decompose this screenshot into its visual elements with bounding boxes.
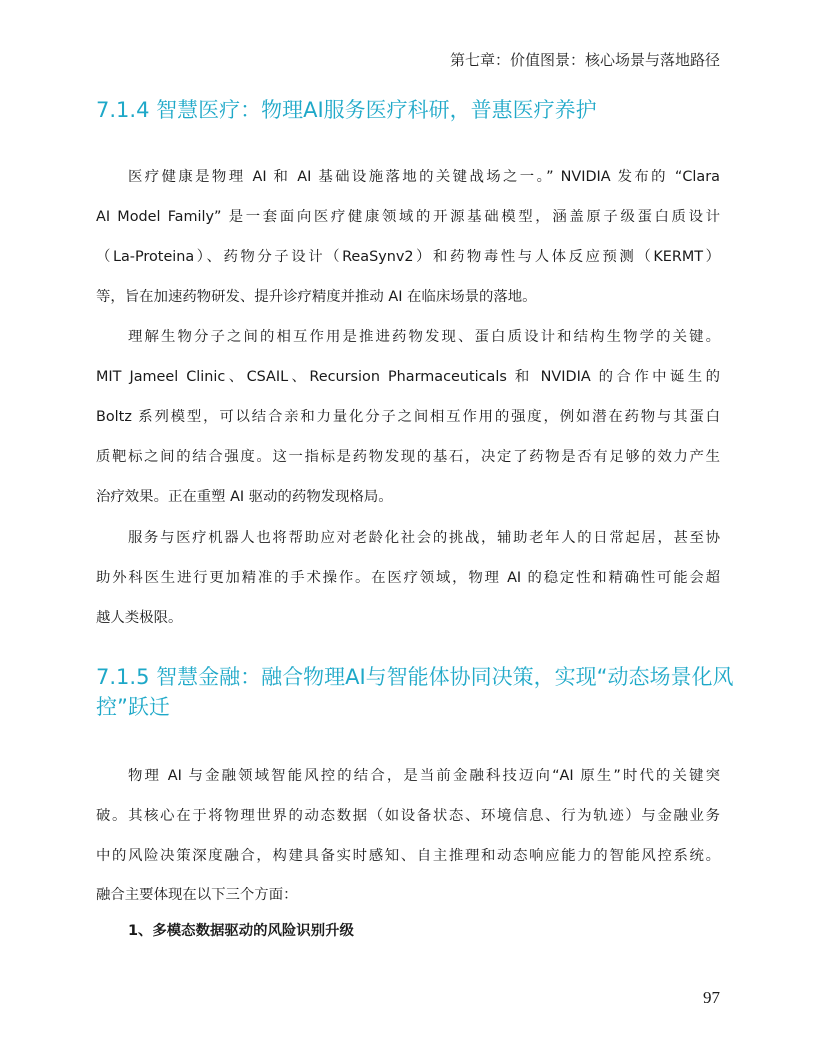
paragraph-line: （La-Proteina）、药物分子设计（ReaSynv2）和药物毒性与人体反应预测（KERMT）	[96, 249, 720, 265]
paragraph-line: 理解生物分子之间的相互作用是推进药物发现、蛋白质设计和结构生物学的关键。	[128, 329, 720, 345]
paragraph-line: 等，旨在加速药物研发、提升诊疗精度并推动 AI 在临床场景的落地。	[96, 289, 537, 305]
paragraph-line: 破。其核心在于将物理世界的动态数据（如设备状态、环境信息、行为轨迹）与金融业务	[96, 808, 720, 824]
section-heading-7-1-5: 7.1.5 智慧金融：融合物理AI与智能体协同决策，实现“动态场景化风控”跃迁	[96, 665, 734, 719]
list-heading: 1、多模态数据驱动的风险识别升级	[128, 923, 354, 939]
paragraph-line: 融合主要体现在以下三个方面：	[96, 887, 298, 903]
paragraph-line: 医疗健康是物理 AI 和 AI 基础设施落地的关键战场之一。” NVIDIA 发布的 “Clara	[128, 169, 720, 185]
paragraph-line: 物理 AI 与金融领域智能风控的结合，是当前金融科技迈向“AI 原生”时代的关键突	[128, 768, 720, 784]
paragraph-line: 越人类极限。	[96, 610, 183, 626]
paragraph-line: AI Model Family” 是一套面向医疗健康领域的开源基础模型，涵盖原子级蛋白质设计	[96, 209, 720, 225]
paragraph-line: 质靶标之间的结合强度。这一指标是药物发现的基石，决定了药物是否有足够的效力产生	[96, 449, 720, 465]
paragraph-line: MIT Jameel Clinic、CSAIL、Recursion Pharmaceuticals 和 NVIDIA 的合作中诞生的	[96, 369, 720, 385]
paragraph-line: Boltz 系列模型，可以结合亲和力量化分子之间相互作用的强度，例如潜在药物与其蛋白	[96, 409, 720, 425]
paragraph-line: 治疗效果。正在重塑 AI 驱动的药物发现格局。	[96, 489, 393, 505]
section-heading-7-1-4: 7.1.4 智慧医疗：物理AI服务医疗科研，普惠医疗养护	[96, 98, 597, 122]
page-number: 97	[703, 988, 720, 1007]
paragraph-line: 中的风险决策深度融合，构建具备实时感知、自主推理和动态响应能力的智能风控系统。	[96, 848, 720, 864]
paragraph-line: 服务与医疗机器人也将帮助应对老龄化社会的挑战，辅助老年人的日常起居，甚至协	[128, 530, 720, 546]
paragraph-line: 助外科医生进行更加精准的手术操作。在医疗领域，物理 AI 的稳定性和精确性可能会超	[96, 570, 720, 586]
running-header: 第七章：价值图景：核心场景与落地路径	[449, 51, 720, 69]
